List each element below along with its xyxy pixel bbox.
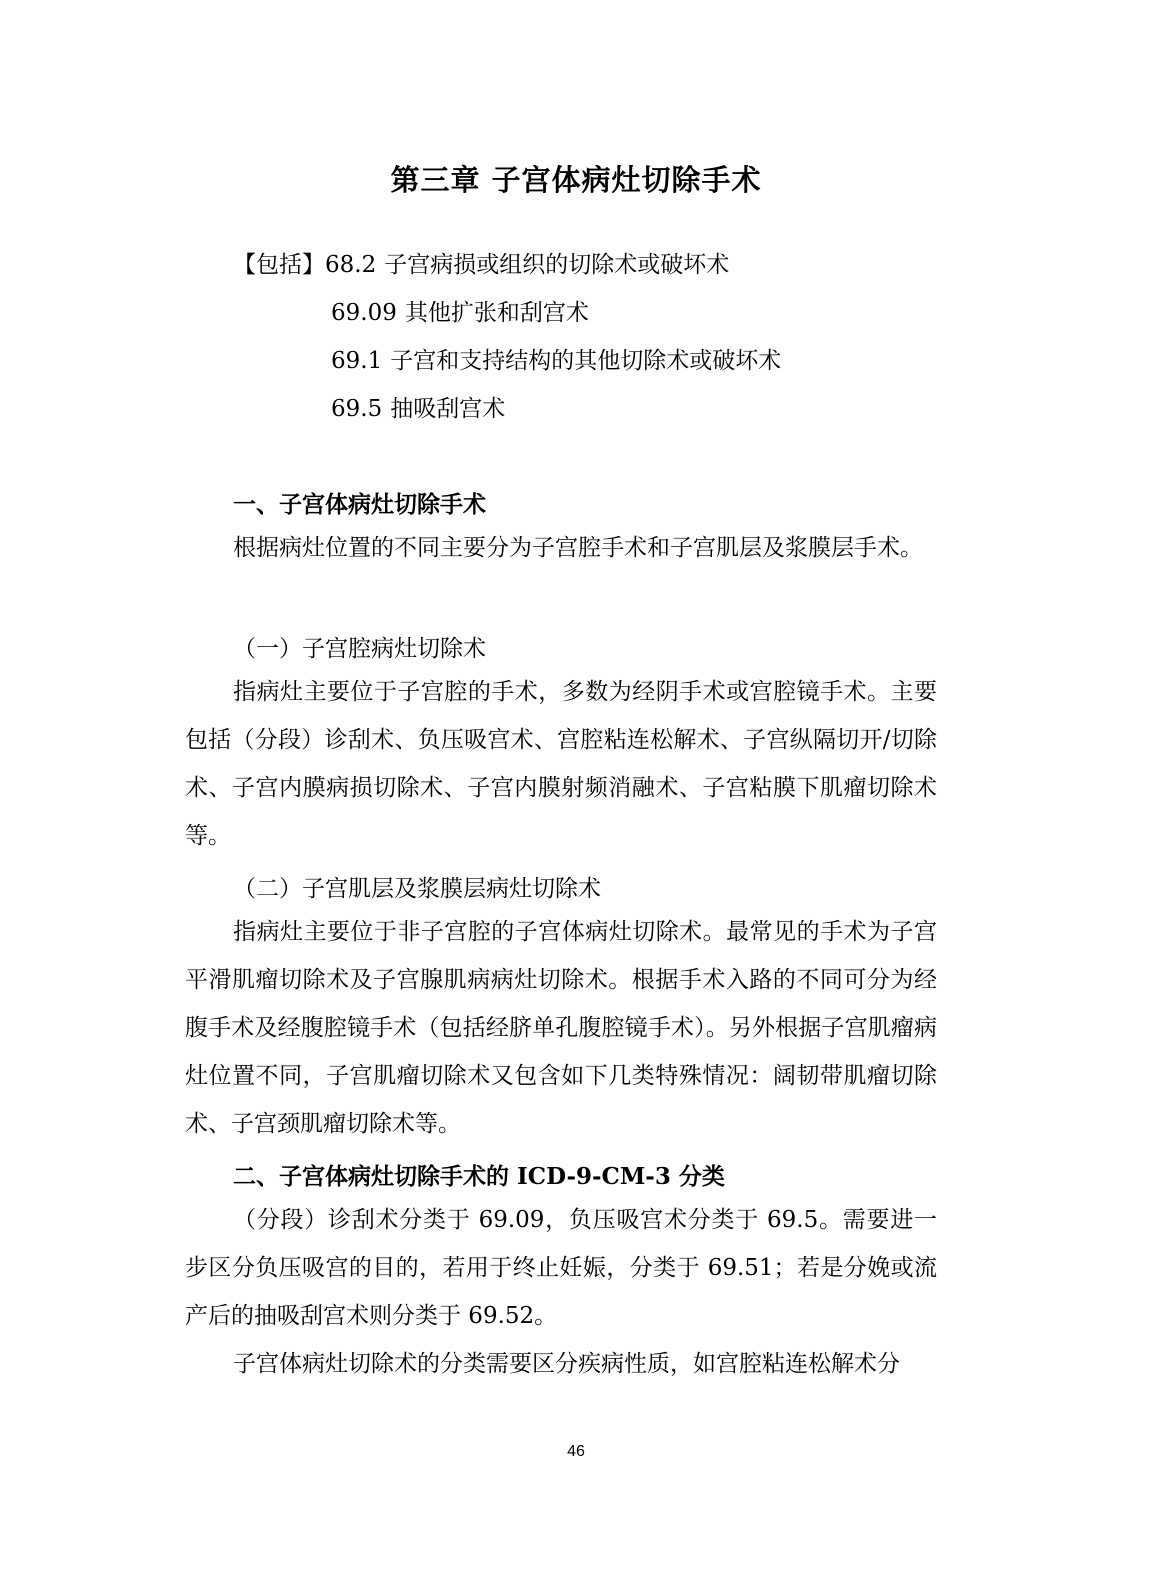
include-row-3 — [331, 342, 781, 375]
subsection-heading-1: （一）子宫腔病灶切除术 — [233, 636, 486, 662]
include-text: 其他扩张和刮宫术 — [404, 300, 589, 326]
include-row-4 — [331, 390, 505, 423]
section2-para-2: 子宫体病灶切除术的分类需要区分疾病性质，如宫腔粘连松解术分 — [233, 1351, 900, 1377]
subsection2-text: 指病灶主要位于非子宫腔的子宫体病灶切除术。最常见的手术为子宫平滑肌瘤切除术及子宫腺肌病病灶切除术。根据手术入路的不同可分为经腹手术及经腹腔镜手术（包括经脐单孔腹腔镜手术）。另外根据子宫肌瘤病灶位置不同，子宫肌瘤切除术又包含如下几类特殊情况：阔韧带肌瘤切除术、子宫颈肌瘤切除术等。 — [185, 919, 937, 1137]
include-code: 69.09 — [331, 300, 397, 326]
include-text: 子宫和支持结构的其他切除术或破坏术 — [390, 348, 782, 374]
include-code: 68.2 — [325, 252, 377, 278]
include-code: 69.1 — [331, 348, 383, 374]
subsection1-text: 指病灶主要位于子宫腔的手术，多数为经阴手术或宫腔镜手术。主要包括（分段）诊刮术、负压吸宫术、宫腔粘连松解术、子宫纵隔切开/切除术、子宫内膜病损切除术、子宫内膜射频消融术、子宫粘膜下肌瘤切除术等。 — [185, 679, 937, 849]
section-heading-1: 一、子宫体病灶切除手术 — [233, 491, 486, 518]
section2-para-1: （分段）诊刮术分类于 69.09，负压吸宫术分类于 69.5。需要进一步区分负压吸宫的目的，若用于终止妊娠，分类于 69.51；若是分娩或流产后的抽吸刮宫术则分类于 69.52。 — [185, 1207, 937, 1329]
section-heading-2: 二、子宫体病灶切除手术的 ICD-9-CM-3 分类 — [233, 1163, 725, 1190]
include-row-1 — [233, 246, 729, 279]
section1-intro: 根据病灶位置的不同主要分为子宫腔手术和子宫肌层及浆膜层手术。 — [233, 535, 923, 561]
subsection-heading-2: （二）子宫肌层及浆膜层病灶切除术 — [233, 876, 601, 902]
chapter-title: 第三章 子宫体病灶切除手术 — [390, 163, 762, 197]
include-text: 子宫病损或组织的切除术或破坏术 — [384, 252, 730, 278]
include-text: 抽吸刮宫术 — [390, 396, 506, 422]
include-label: 【包括】 — [233, 252, 325, 278]
include-code: 69.5 — [331, 396, 383, 422]
page-number: 46 — [567, 1443, 585, 1460]
include-row-2 — [331, 294, 589, 327]
